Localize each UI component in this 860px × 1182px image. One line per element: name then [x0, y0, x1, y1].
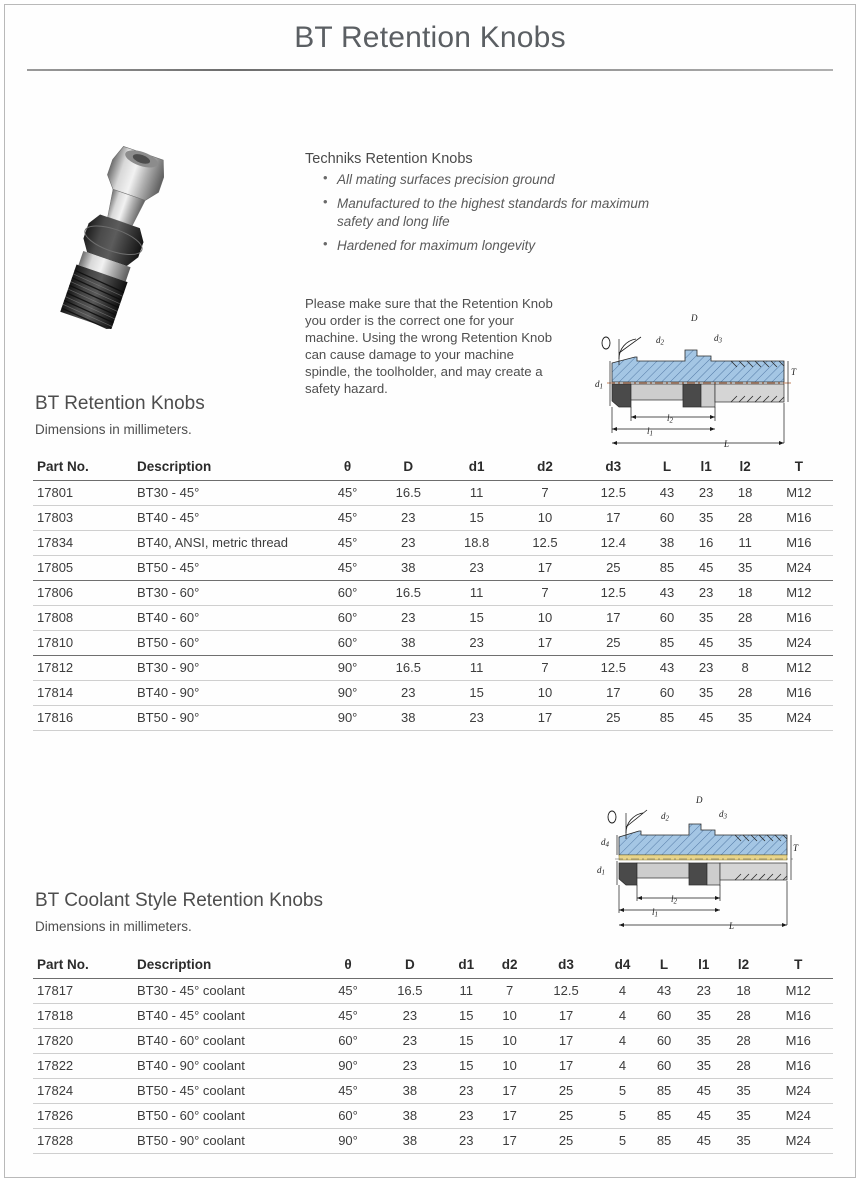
column-header-d1: d1: [445, 955, 488, 979]
cell-D: 16.5: [374, 581, 442, 606]
cell-T: M16: [765, 681, 833, 706]
cell-T: M24: [763, 1079, 833, 1104]
cell-d2: 10: [488, 1004, 531, 1029]
table-row[interactable]: [33, 1129, 833, 1154]
cell-T: M24: [765, 706, 833, 731]
cell-d1: 15: [445, 1054, 488, 1079]
cell-theta: 45°: [321, 506, 374, 531]
cell-d1: 23: [442, 556, 510, 581]
cell-part: 17818: [33, 1004, 125, 1029]
cell-d3: 17: [579, 606, 647, 631]
cell-L: 60: [644, 1054, 684, 1079]
table-row[interactable]: [33, 1104, 833, 1129]
cell-desc: BT50 - 45°: [125, 556, 321, 581]
cell-l2: 28: [726, 606, 765, 631]
table-header-row: [33, 457, 833, 481]
cell-d1: 23: [445, 1104, 488, 1129]
cell-l1: 23: [687, 581, 726, 606]
table-row[interactable]: [33, 506, 833, 531]
cell-l2: 8: [726, 656, 765, 681]
cell-d3: 25: [579, 556, 647, 581]
label-l1: l1: [652, 907, 659, 919]
cell-l2: 35: [724, 1129, 764, 1154]
cell-d2: 17: [488, 1079, 531, 1104]
cell-desc: BT30 - 45° coolant: [125, 979, 321, 1004]
table-row[interactable]: [33, 656, 833, 681]
cell-d4: 5: [601, 1129, 644, 1154]
cell-d3: 12.4: [579, 531, 647, 556]
cell-L: 60: [644, 1004, 684, 1029]
cell-L: 85: [644, 1079, 684, 1104]
table-row[interactable]: [33, 1004, 833, 1029]
column-header-description: Description: [125, 955, 321, 979]
cell-part: 17814: [33, 681, 125, 706]
column-header-d4: d4: [601, 955, 644, 979]
page-title: BT Retention Knobs: [294, 21, 566, 54]
column-header-D: D: [374, 457, 442, 481]
cell-d2: 17: [511, 631, 579, 656]
section-bt-retention-knobs: [35, 393, 205, 437]
coolant-retention-knob-cross-section: [579, 793, 807, 935]
cell-D: 38: [375, 1104, 445, 1129]
cell-d2: 17: [488, 1129, 531, 1154]
intro-heading: Techniks Retention Knobs: [305, 151, 473, 167]
cell-desc: BT30 - 45°: [125, 481, 321, 506]
column-header-L: L: [647, 457, 686, 481]
cell-d3: 17: [579, 681, 647, 706]
cell-l1: 35: [684, 1029, 724, 1054]
cell-l2: 18: [726, 481, 765, 506]
cell-D: 23: [375, 1029, 445, 1054]
warning-text: Please make sure that the Retention Knob you order is the correct one for your machine. Using the wrong Retention Knob can cause damage to your machine spindle, the toolholder, and may create a safety hazard.: [305, 296, 553, 396]
column-header-T: T: [763, 955, 833, 979]
table-row[interactable]: [33, 556, 833, 581]
cell-l1: 23: [687, 656, 726, 681]
cell-d2: 17: [488, 1104, 531, 1129]
cell-D: 23: [375, 1004, 445, 1029]
cell-l2: 35: [724, 1104, 764, 1129]
cell-d3: 17: [531, 1004, 601, 1029]
cell-L: 60: [647, 506, 686, 531]
label-d2: d2: [656, 335, 664, 347]
cell-l1: 45: [687, 706, 726, 731]
cell-l2: 28: [724, 1054, 764, 1079]
cell-l2: 35: [726, 631, 765, 656]
column-header-d1: d1: [442, 457, 510, 481]
table-row[interactable]: [33, 531, 833, 556]
cell-T: M12: [763, 979, 833, 1004]
cell-d1: 11: [442, 481, 510, 506]
column-header-d3: d3: [531, 955, 601, 979]
cell-d2: 12.5: [511, 531, 579, 556]
column-header-d2: d2: [488, 955, 531, 979]
label-T: T: [791, 367, 797, 377]
cell-d3: 17: [531, 1029, 601, 1054]
cell-d3: 25: [531, 1104, 601, 1129]
cell-l2: 35: [726, 556, 765, 581]
cell-desc: BT40 - 60° coolant: [125, 1029, 321, 1054]
cell-D: 23: [374, 506, 442, 531]
cell-d3: 17: [531, 1054, 601, 1079]
cell-d2: 10: [511, 606, 579, 631]
cell-l2: 35: [726, 706, 765, 731]
cell-l2: 18: [726, 581, 765, 606]
cell-d1: 15: [445, 1029, 488, 1054]
list-item: • Hardened for maximum longevity: [323, 237, 655, 254]
cell-part: 17803: [33, 506, 125, 531]
cell-D: 38: [375, 1079, 445, 1104]
cell-desc: BT40 - 45°: [125, 506, 321, 531]
cell-T: M16: [763, 1029, 833, 1054]
column-header-part-no: Part No.: [33, 457, 125, 481]
cell-theta: 60°: [321, 581, 374, 606]
cell-part: 17824: [33, 1079, 125, 1104]
cell-theta: 60°: [321, 606, 374, 631]
cell-theta: 90°: [321, 656, 374, 681]
cell-d1: 11: [445, 979, 488, 1004]
cell-L: 38: [647, 531, 686, 556]
cell-D: 16.5: [374, 481, 442, 506]
cell-part: 17806: [33, 581, 125, 606]
column-header-theta: θ: [321, 955, 375, 979]
cell-d3: 12.5: [579, 481, 647, 506]
cell-desc: BT40, ANSI, metric thread: [125, 531, 321, 556]
cell-T: M12: [765, 581, 833, 606]
cell-part: 17820: [33, 1029, 125, 1054]
cell-d1: 23: [442, 631, 510, 656]
label-l2: l2: [671, 894, 678, 906]
cell-l2: 28: [724, 1004, 764, 1029]
feature-list: [305, 171, 655, 254]
cell-d1: 11: [442, 581, 510, 606]
column-header-l1: l1: [684, 955, 724, 979]
cell-l1: 23: [687, 481, 726, 506]
cell-d1: 15: [445, 1004, 488, 1029]
cell-T: M16: [763, 1054, 833, 1079]
cell-part: 17812: [33, 656, 125, 681]
column-header-l2: l2: [726, 457, 765, 481]
table-header-row: [33, 955, 833, 979]
cell-desc: BT40 - 90° coolant: [125, 1054, 321, 1079]
cell-T: M16: [765, 531, 833, 556]
cell-D: 38: [374, 706, 442, 731]
cell-theta: 45°: [321, 979, 375, 1004]
table-body: [33, 979, 833, 1154]
cell-d1: 23: [442, 706, 510, 731]
cell-d2: 10: [511, 681, 579, 706]
cell-theta: 45°: [321, 531, 374, 556]
table-row[interactable]: [33, 481, 833, 506]
cell-theta: 60°: [321, 1029, 375, 1054]
cell-L: 60: [644, 1029, 684, 1054]
cell-d3: 12.5: [531, 979, 601, 1004]
cell-l2: 28: [726, 681, 765, 706]
cell-part: 17826: [33, 1104, 125, 1129]
cell-d2: 7: [488, 979, 531, 1004]
cell-T: M16: [763, 1004, 833, 1029]
column-header-d3: d3: [579, 457, 647, 481]
cell-d2: 7: [511, 656, 579, 681]
table-row[interactable]: [33, 581, 833, 606]
retention-knob-cross-section: [579, 303, 807, 451]
cell-d4: 5: [601, 1104, 644, 1129]
cell-L: 60: [647, 681, 686, 706]
table-row[interactable]: [33, 606, 833, 631]
cell-l1: 45: [684, 1129, 724, 1154]
cell-part: 17810: [33, 631, 125, 656]
column-header-T: T: [765, 457, 833, 481]
cell-T: M24: [765, 631, 833, 656]
cell-L: 43: [647, 581, 686, 606]
cell-theta: 90°: [321, 706, 374, 731]
cell-theta: 60°: [321, 1104, 375, 1129]
cell-part: 17834: [33, 531, 125, 556]
column-header-l1: l1: [687, 457, 726, 481]
cell-desc: BT40 - 90°: [125, 681, 321, 706]
bt-coolant-retention-knobs-table: [33, 955, 833, 1154]
cell-d3: 17: [579, 506, 647, 531]
cell-T: M24: [765, 556, 833, 581]
label-D: D: [691, 313, 698, 323]
cell-d4: 4: [601, 979, 644, 1004]
cell-part: 17816: [33, 706, 125, 731]
label-D: D: [696, 795, 703, 805]
cell-T: M12: [765, 481, 833, 506]
cell-l1: 35: [687, 606, 726, 631]
cell-part: 17801: [33, 481, 125, 506]
cell-T: M16: [765, 606, 833, 631]
cell-D: 23: [375, 1054, 445, 1079]
column-header-d2: d2: [511, 457, 579, 481]
cell-l1: 23: [684, 979, 724, 1004]
column-header-theta: θ: [321, 457, 374, 481]
cell-D: 23: [374, 681, 442, 706]
cell-l1: 45: [684, 1079, 724, 1104]
cell-theta: 60°: [321, 631, 374, 656]
cell-T: M24: [763, 1104, 833, 1129]
cell-l1: 45: [684, 1104, 724, 1129]
label-L: L: [729, 921, 735, 931]
cell-L: 43: [644, 979, 684, 1004]
cell-d2: 10: [488, 1029, 531, 1054]
table-row[interactable]: [33, 1054, 833, 1079]
cell-l1: 45: [687, 631, 726, 656]
cell-desc: BT30 - 90°: [125, 656, 321, 681]
cell-theta: 45°: [321, 1004, 375, 1029]
cell-theta: 45°: [321, 481, 374, 506]
cell-d3: 12.5: [579, 581, 647, 606]
cell-desc: BT50 - 45° coolant: [125, 1079, 321, 1104]
cell-d1: 15: [442, 681, 510, 706]
cell-d2: 17: [511, 706, 579, 731]
cell-d2: 10: [488, 1054, 531, 1079]
cell-d2: 10: [511, 506, 579, 531]
cell-d4: 4: [601, 1054, 644, 1079]
cell-d3: 25: [531, 1129, 601, 1154]
cell-l1: 45: [687, 556, 726, 581]
column-header-l2: l2: [724, 955, 764, 979]
cell-d4: 4: [601, 1029, 644, 1054]
section-title: BT Retention Knobs: [35, 393, 205, 414]
cell-l1: 35: [687, 681, 726, 706]
cell-l2: 28: [724, 1029, 764, 1054]
cell-l2: 28: [726, 506, 765, 531]
label-d3: d3: [714, 333, 722, 345]
cell-l2: 35: [724, 1079, 764, 1104]
cell-L: 43: [647, 656, 686, 681]
cell-desc: BT50 - 60°: [125, 631, 321, 656]
bt-retention-knobs-table: [33, 457, 833, 731]
cell-desc: BT50 - 90° coolant: [125, 1129, 321, 1154]
label-d3: d3: [719, 809, 727, 821]
column-header-description: Description: [125, 457, 321, 481]
column-header-D: D: [375, 955, 445, 979]
cell-L: 85: [647, 706, 686, 731]
cell-d3: 12.5: [579, 656, 647, 681]
cell-d2: 7: [511, 581, 579, 606]
label-d4: d4: [601, 837, 609, 849]
cell-part: 17822: [33, 1054, 125, 1079]
cell-theta: 90°: [321, 1129, 375, 1154]
cell-part: 17808: [33, 606, 125, 631]
cell-d1: 18.8: [442, 531, 510, 556]
cell-L: 43: [647, 481, 686, 506]
cell-theta: 45°: [321, 556, 374, 581]
cell-l2: 11: [726, 531, 765, 556]
cell-D: 16.5: [374, 656, 442, 681]
cell-L: 85: [644, 1104, 684, 1129]
table-row[interactable]: [33, 706, 833, 731]
label-l2: l2: [667, 413, 674, 425]
cell-l1: 35: [684, 1004, 724, 1029]
cell-desc: BT40 - 45° coolant: [125, 1004, 321, 1029]
cell-D: 23: [374, 606, 442, 631]
column-header-L: L: [644, 955, 684, 979]
cell-D: 38: [374, 631, 442, 656]
cell-D: 23: [374, 531, 442, 556]
section-subtitle: Dimensions in millimeters.: [35, 919, 192, 934]
cell-L: 60: [647, 606, 686, 631]
catalog-page: [4, 4, 856, 1178]
cell-part: 17805: [33, 556, 125, 581]
section-subtitle: Dimensions in millimeters.: [35, 422, 192, 437]
cell-desc: BT30 - 60°: [125, 581, 321, 606]
retention-knob-photo: [33, 139, 213, 329]
table-row[interactable]: [33, 1029, 833, 1054]
cell-d1: 15: [442, 606, 510, 631]
cell-d1: 15: [442, 506, 510, 531]
cell-l1: 35: [684, 1054, 724, 1079]
list-item: • Manufactured to the highest standards for maximum safety and long life: [323, 195, 655, 230]
label-T: T: [793, 843, 799, 853]
cell-d1: 11: [442, 656, 510, 681]
label-l1: l1: [647, 426, 654, 438]
label-d1: d1: [595, 379, 603, 391]
cell-d1: 23: [445, 1129, 488, 1154]
cell-l2: 18: [724, 979, 764, 1004]
cell-theta: 90°: [321, 681, 374, 706]
cell-L: 85: [647, 556, 686, 581]
table-body: [33, 481, 833, 731]
cell-l1: 35: [687, 506, 726, 531]
column-header-part-no: Part No.: [33, 955, 125, 979]
cell-d4: 4: [601, 1004, 644, 1029]
label-d2: d2: [661, 811, 669, 823]
cell-theta: 90°: [321, 1054, 375, 1079]
table-row[interactable]: [33, 1079, 833, 1104]
cell-d2: 17: [511, 556, 579, 581]
cell-T: M12: [765, 656, 833, 681]
intro-block: [305, 151, 655, 261]
cell-l1: 16: [687, 531, 726, 556]
cell-D: 16.5: [375, 979, 445, 1004]
cell-L: 85: [644, 1129, 684, 1154]
cell-d2: 7: [511, 481, 579, 506]
cell-part: 17828: [33, 1129, 125, 1154]
cell-T: M24: [763, 1129, 833, 1154]
cell-D: 38: [374, 556, 442, 581]
cell-d3: 25: [579, 706, 647, 731]
cell-d3: 25: [531, 1079, 601, 1104]
cell-desc: BT40 - 60°: [125, 606, 321, 631]
cell-theta: 45°: [321, 1079, 375, 1104]
cell-d3: 25: [579, 631, 647, 656]
section-bt-coolant-style-retention-knobs: [35, 890, 323, 934]
cell-L: 85: [647, 631, 686, 656]
table-row[interactable]: [33, 979, 833, 1004]
cell-desc: BT50 - 60° coolant: [125, 1104, 321, 1129]
list-item: • All mating surfaces precision ground: [323, 171, 655, 188]
label-d1: d1: [597, 865, 605, 877]
cell-T: M16: [765, 506, 833, 531]
cell-d4: 5: [601, 1079, 644, 1104]
cell-desc: BT50 - 90°: [125, 706, 321, 731]
table-row[interactable]: [33, 631, 833, 656]
cell-d1: 23: [445, 1079, 488, 1104]
cell-D: 38: [375, 1129, 445, 1154]
section-title: BT Coolant Style Retention Knobs: [35, 890, 323, 911]
label-L: L: [724, 439, 730, 449]
cell-part: 17817: [33, 979, 125, 1004]
table-row[interactable]: [33, 681, 833, 706]
